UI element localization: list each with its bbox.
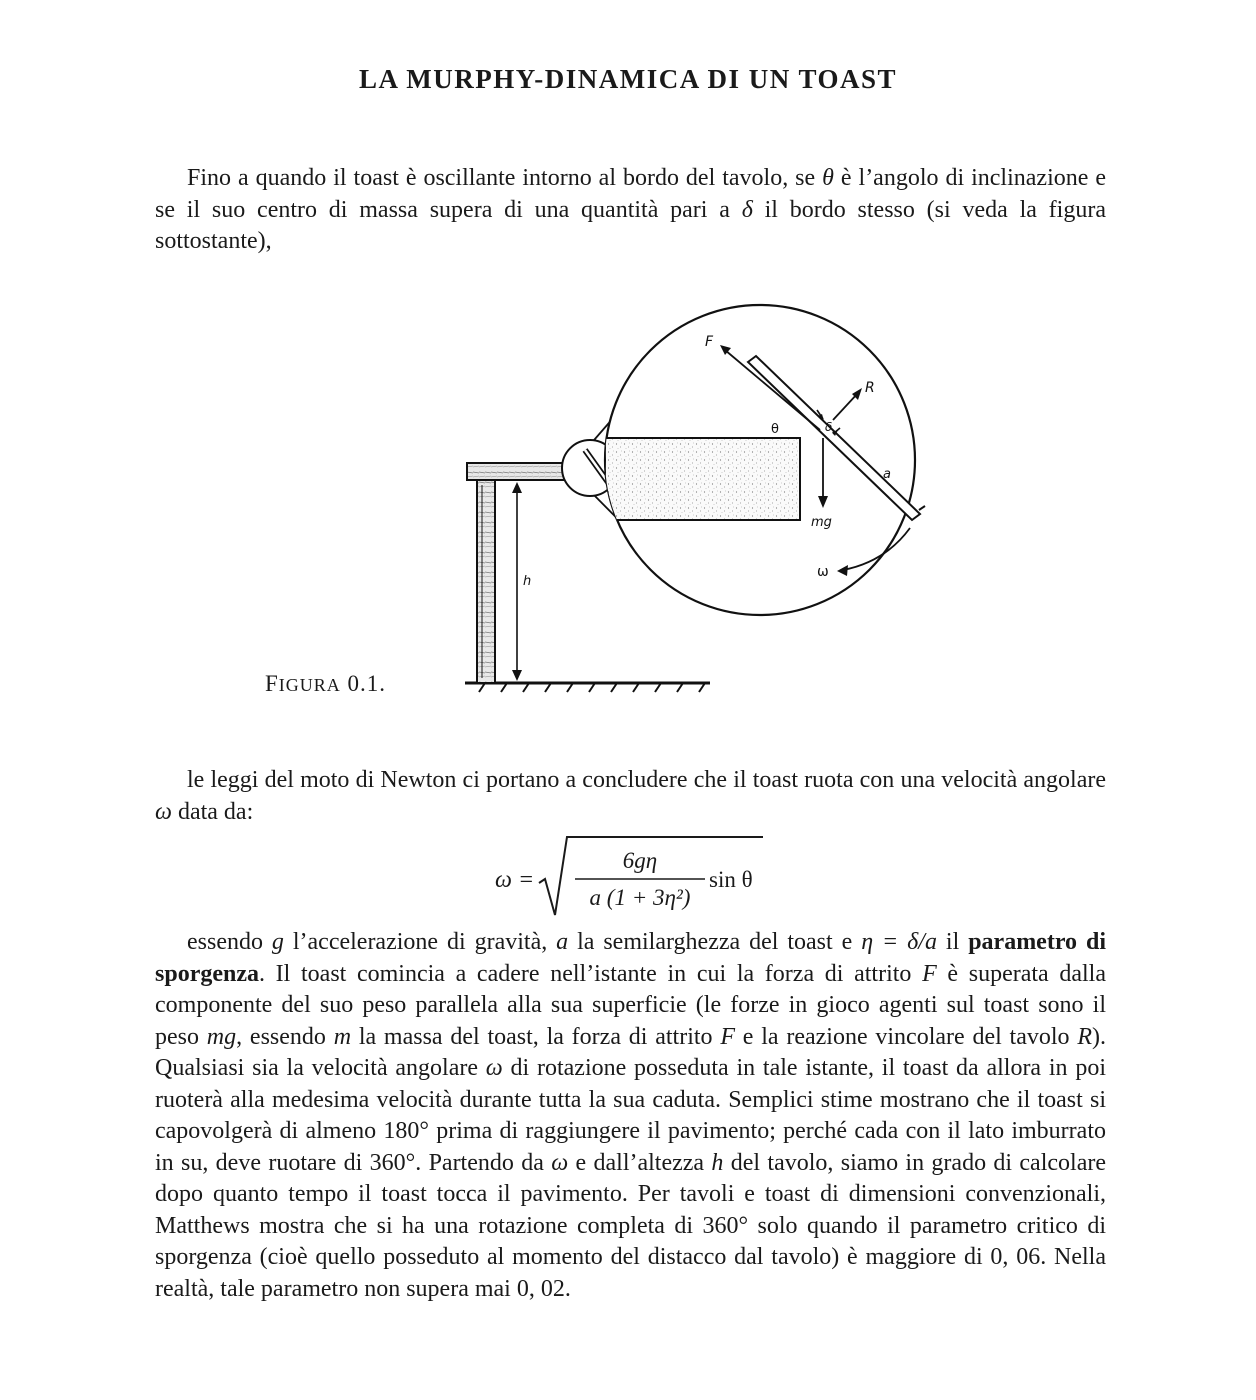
text-span: Fino a quando il toast è oscillante intorno al bordo del tavolo, se bbox=[187, 165, 823, 191]
F-label: F bbox=[705, 334, 714, 350]
equation-trig: sin θ bbox=[709, 867, 753, 892]
F-symbol: F bbox=[922, 960, 937, 987]
equation-lhs: ω = bbox=[495, 867, 535, 893]
text-span: il bbox=[936, 929, 969, 955]
toast-figure bbox=[455, 290, 975, 700]
caption-initial: F bbox=[265, 671, 279, 696]
text-span: la massa del toast, la forza di attrito bbox=[351, 1023, 721, 1050]
a-label: a bbox=[883, 467, 891, 482]
a-symbol: a bbox=[556, 929, 569, 955]
omega-symbol: ω bbox=[485, 1055, 503, 1081]
text-span: del tavolo, siamo in grado di calcolare dopo quanto tempo il toast tocca il pavimento. Per tavoli e toast di dimensioni convenzionali, Matthews mostra che si ha una rotazione completa di 360° solo quando il parametro critico di sporgenza (cioè quello posseduto al momento del distacco dal tavolo) è maggiore di 0, 06. Nella realtà, tale parametro non supera mai 0, 02. bbox=[155, 1149, 1106, 1302]
omega-label: ω bbox=[817, 564, 829, 580]
h-label: h bbox=[523, 574, 532, 589]
mg-label: mg bbox=[811, 515, 832, 530]
page-title: LA MURPHY-DINAMICA DI UN TOAST bbox=[358, 64, 898, 94]
omega-equation bbox=[495, 835, 775, 920]
delta-symbol: δ bbox=[741, 196, 753, 223]
h-symbol: h bbox=[711, 1149, 724, 1176]
theta-symbol: θ bbox=[822, 165, 834, 191]
text-span: l’accelerazione di gravità, bbox=[283, 929, 557, 955]
text-span: essendo bbox=[187, 929, 272, 955]
text-span: , essendo bbox=[236, 1023, 334, 1050]
toast-diagram bbox=[455, 290, 975, 700]
equation-denominator: a (1 + 3η²) bbox=[589, 885, 691, 910]
text-span: è superata dalla componente del suo peso parallela alla sua superficie (le forze in gioco agenti sul toast sono il peso bbox=[155, 960, 1106, 1050]
text-span: di rotazione posseduta in tale istante, il toast da allora in poi ruoterà alla medesima velocità durante tutta la sua caduta. Semplici stime mostrano che il toast si capovolgerà di almeno 180° prima di raggiungere il pavimento; perché cada con il lato imburrato in su, deve ruotare di 360°. Partendo da bbox=[155, 1055, 1106, 1176]
figure-caption bbox=[265, 671, 386, 697]
mg-symbol: mg bbox=[206, 1023, 237, 1050]
omega-symbol: ω bbox=[155, 798, 172, 825]
text-span: e dall’altezza bbox=[568, 1149, 712, 1176]
delta-label: δ bbox=[825, 420, 833, 434]
text-span: . Il toast comincia a cadere nell’istante in cui la forza di attrito bbox=[259, 960, 923, 987]
magnified-table bbox=[605, 438, 800, 520]
equation-svg bbox=[495, 835, 775, 920]
eta-definition: η = δ/a bbox=[861, 929, 937, 955]
omega-symbol: ω bbox=[551, 1149, 569, 1176]
text-span: ). Qualsiasi sia la velocità angolare bbox=[155, 1023, 1107, 1081]
equation-numerator: 6gη bbox=[622, 848, 658, 873]
m-symbol: m bbox=[333, 1023, 352, 1050]
text-span: le leggi del moto di Newton ci portano a concludere che il toast ruota con una velocità angolare bbox=[187, 767, 1106, 793]
text-span: il bordo stesso (si veda la figura sottostante), bbox=[155, 196, 1106, 254]
F-symbol: F bbox=[720, 1023, 735, 1050]
text-span: e la reazione vincolare del tavolo bbox=[735, 1023, 1078, 1050]
g-symbol: g bbox=[271, 929, 284, 955]
caption-smallcaps: IGURA bbox=[278, 675, 341, 695]
theta-label: θ bbox=[771, 422, 779, 437]
R-label: R bbox=[865, 380, 875, 396]
R-symbol: R bbox=[1077, 1023, 1093, 1050]
text-span: è l’angolo di inclinazione e se il suo centro di massa supera di una quantità pari a bbox=[155, 165, 1107, 223]
text-span: data da: bbox=[171, 798, 254, 825]
intro-paragraph bbox=[155, 163, 1106, 258]
body-paragraph bbox=[155, 927, 1106, 1305]
bold-term: parametro di sporgenza bbox=[155, 929, 1106, 987]
text-span: la semilarghezza del toast e bbox=[568, 929, 862, 955]
table-leg bbox=[477, 480, 495, 683]
newton-paragraph bbox=[155, 765, 1106, 828]
caption-number: 0.1. bbox=[340, 671, 387, 696]
